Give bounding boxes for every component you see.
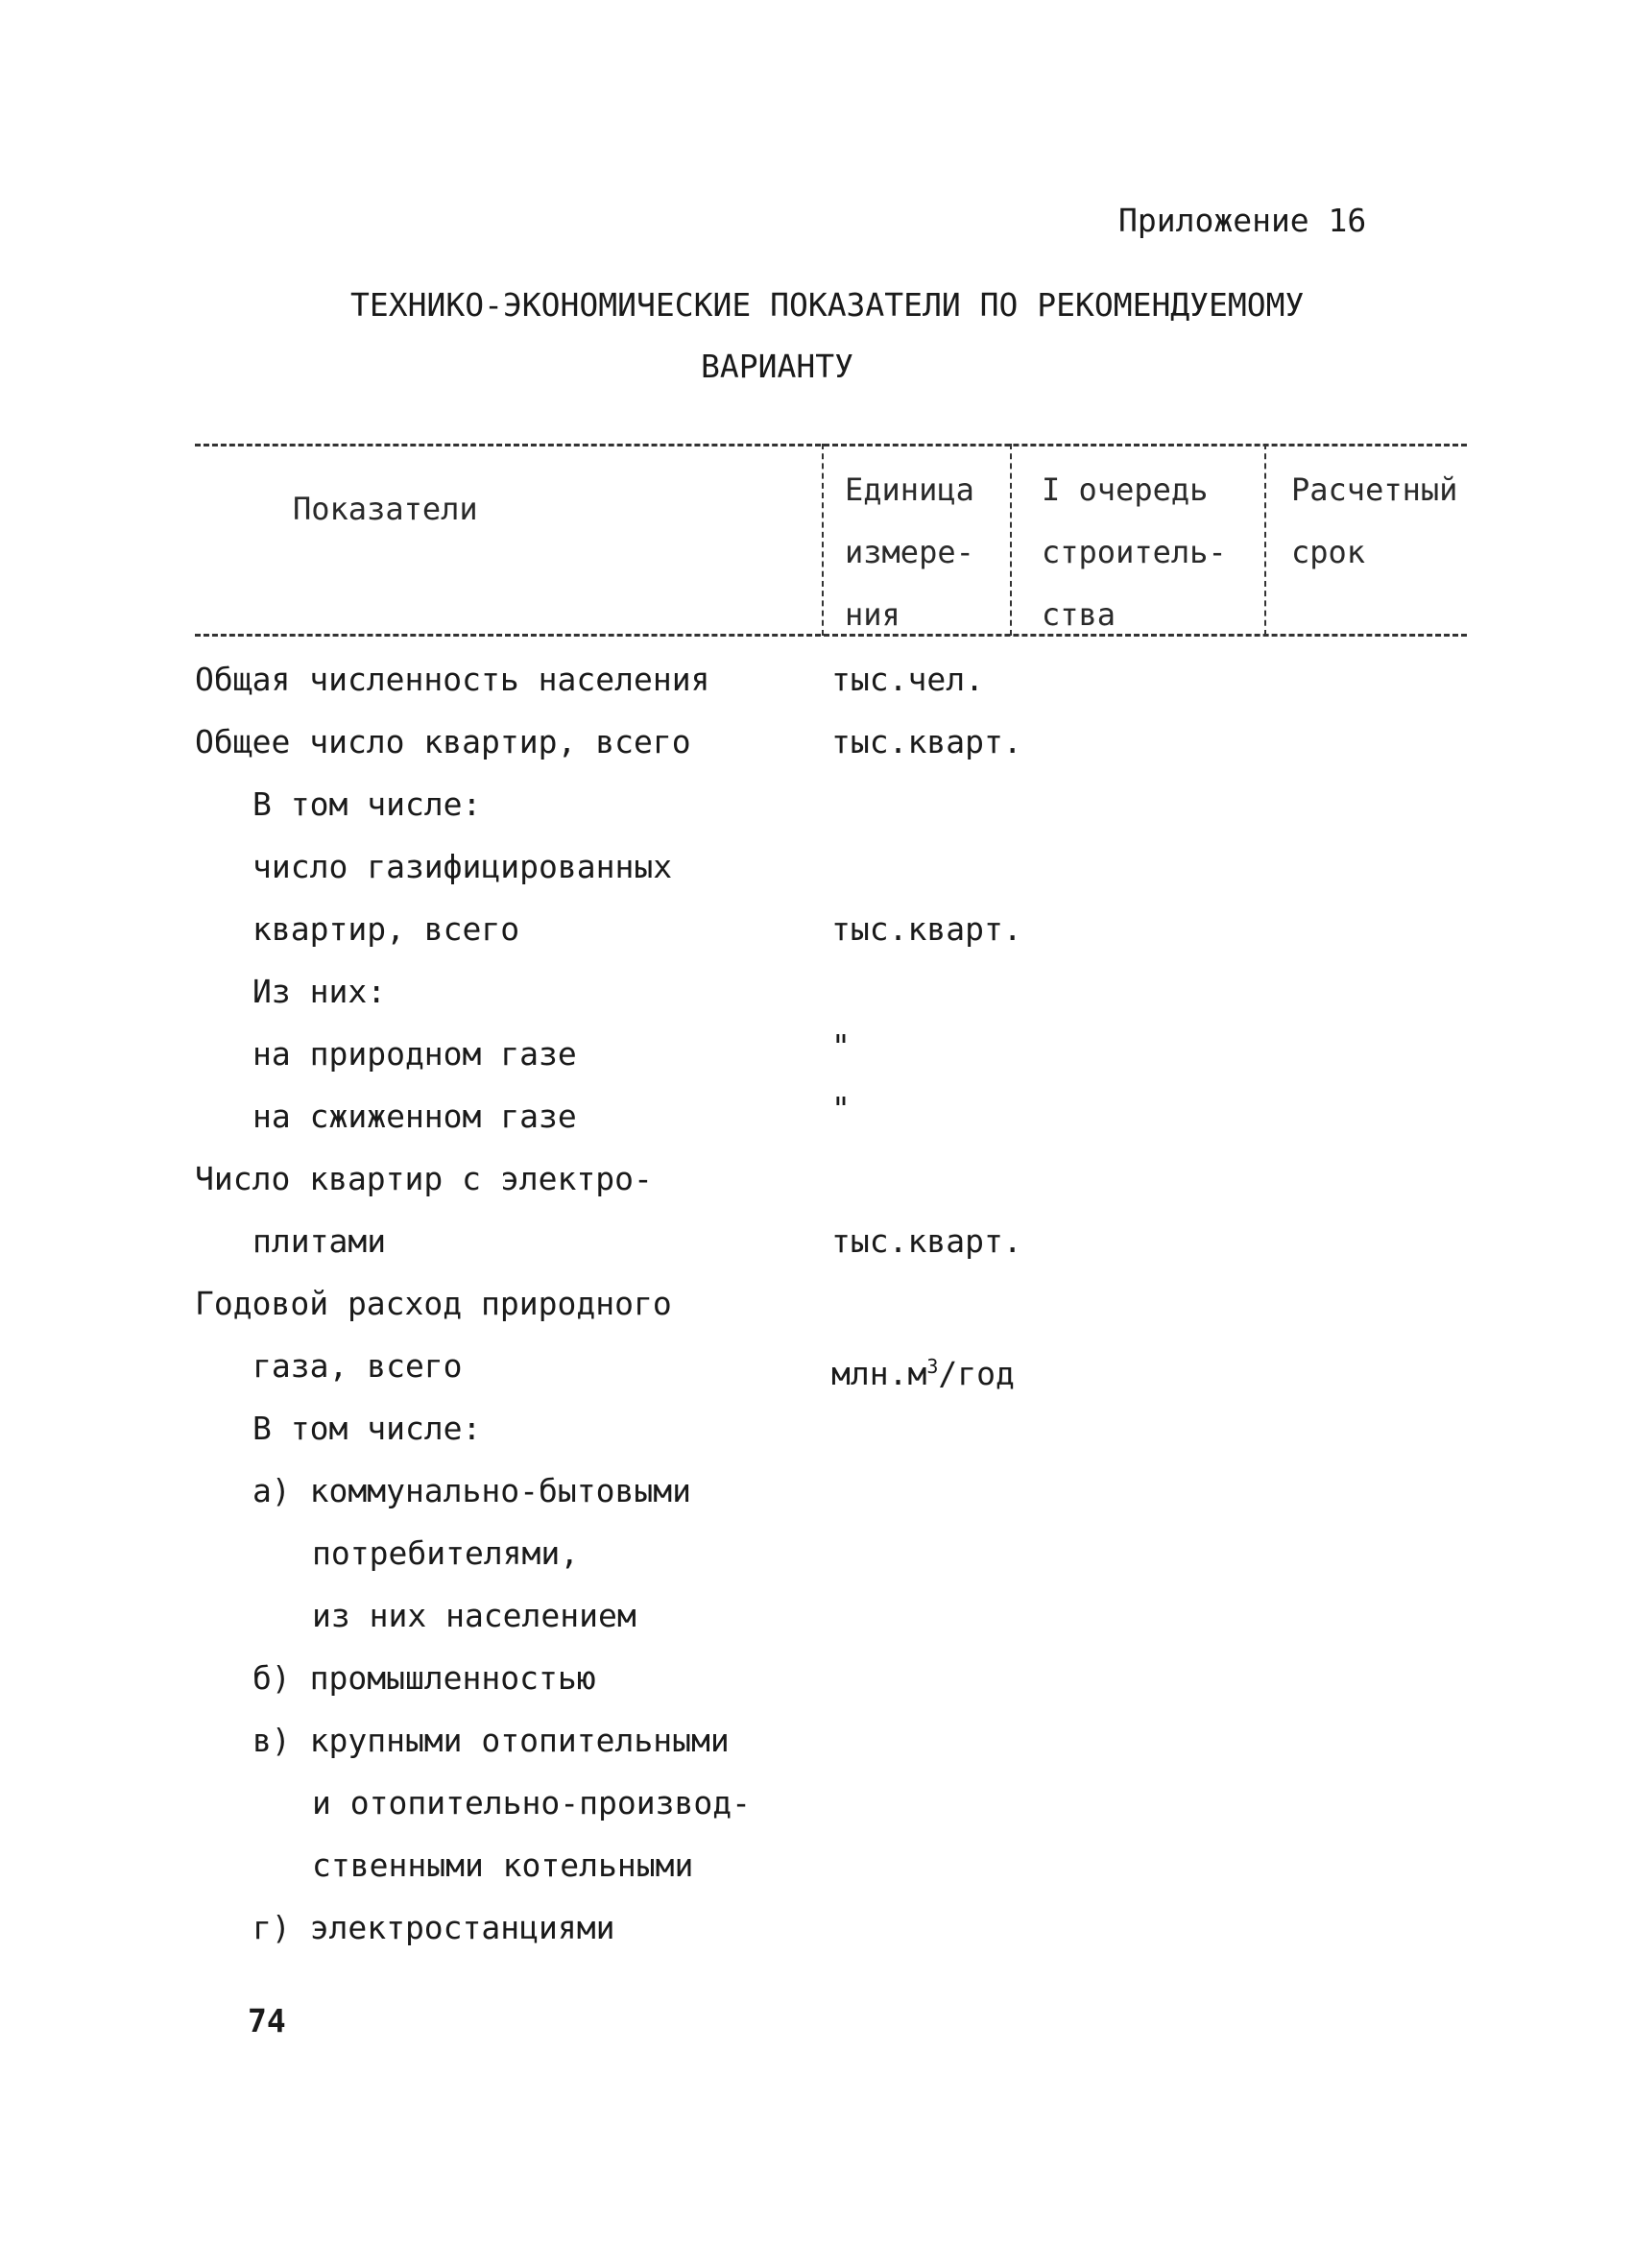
row-unit: " — [831, 1090, 851, 1127]
row-label: Общая численность населения — [195, 661, 710, 698]
row-label: ственными котельными — [312, 1846, 694, 1884]
header-term-line1: Расчетный — [1291, 471, 1458, 508]
row-label: В том числе: — [252, 1410, 482, 1447]
header-unit-line1: Единица — [845, 471, 974, 508]
header-term-line2: срок — [1291, 534, 1366, 570]
header-indicators: Показатели — [293, 491, 478, 527]
row-label: в) крупными отопительными — [252, 1722, 730, 1759]
table-top-rule — [195, 444, 1467, 446]
column-divider — [822, 444, 824, 636]
table-header-bottom-rule — [195, 634, 1467, 637]
row-unit: " — [831, 1027, 851, 1065]
row-label: число газифицированных — [252, 848, 673, 885]
header-unit-line2: измере- — [845, 534, 974, 570]
row-unit: тыс.чел. — [831, 661, 984, 698]
row-label: Годовой расход природного — [195, 1285, 672, 1322]
column-divider — [1010, 444, 1012, 636]
page-number: 74 — [248, 2002, 286, 2039]
row-unit — [831, 1347, 1015, 1393]
row-label: г) электростанциями — [252, 1909, 615, 1946]
header-stage1-line3: ства — [1042, 596, 1116, 633]
document-title-cont: ВАРИАНТУ — [701, 348, 853, 385]
row-label: на сжиженном газе — [252, 1098, 577, 1135]
row-label: потребителями, — [312, 1534, 580, 1572]
row-label: квартир, всего — [252, 910, 520, 948]
row-label: а) коммунально-бытовыми — [252, 1472, 691, 1509]
row-label: на природном газе — [252, 1035, 577, 1073]
row-unit: тыс.кварт. — [831, 723, 1022, 760]
unit-base: млн.м — [831, 1355, 927, 1392]
row-unit: тыс.кварт. — [831, 1222, 1022, 1260]
row-label: Число квартир с электро- — [195, 1160, 653, 1197]
appendix-label: Приложение 16 — [1118, 202, 1367, 239]
header-stage1-line1: I очередь — [1042, 471, 1209, 508]
row-label: и отопительно-производ- — [312, 1784, 751, 1822]
row-unit: тыс.кварт. — [831, 910, 1022, 948]
row-label: Из них: — [252, 973, 387, 1010]
document-title: ТЕХНИКО-ЭКОНОМИЧЕСКИЕ ПОКАЗАТЕЛИ ПО РЕКОМЕНДУЕМОМУ — [350, 286, 1305, 324]
header-stage1-line2: строитель- — [1042, 534, 1227, 570]
unit-exponent: 3 — [926, 1355, 939, 1378]
row-label: плитами — [252, 1222, 387, 1260]
column-divider — [1264, 444, 1266, 636]
unit-suffix: /год — [938, 1355, 1015, 1392]
row-label: В том числе: — [252, 785, 482, 823]
row-label: Общее число квартир, всего — [195, 723, 691, 760]
row-label: б) промышленностью — [252, 1659, 596, 1697]
row-label: из них населением — [312, 1597, 636, 1634]
header-unit-line3: ния — [845, 596, 900, 633]
row-label: газа, всего — [252, 1347, 463, 1385]
